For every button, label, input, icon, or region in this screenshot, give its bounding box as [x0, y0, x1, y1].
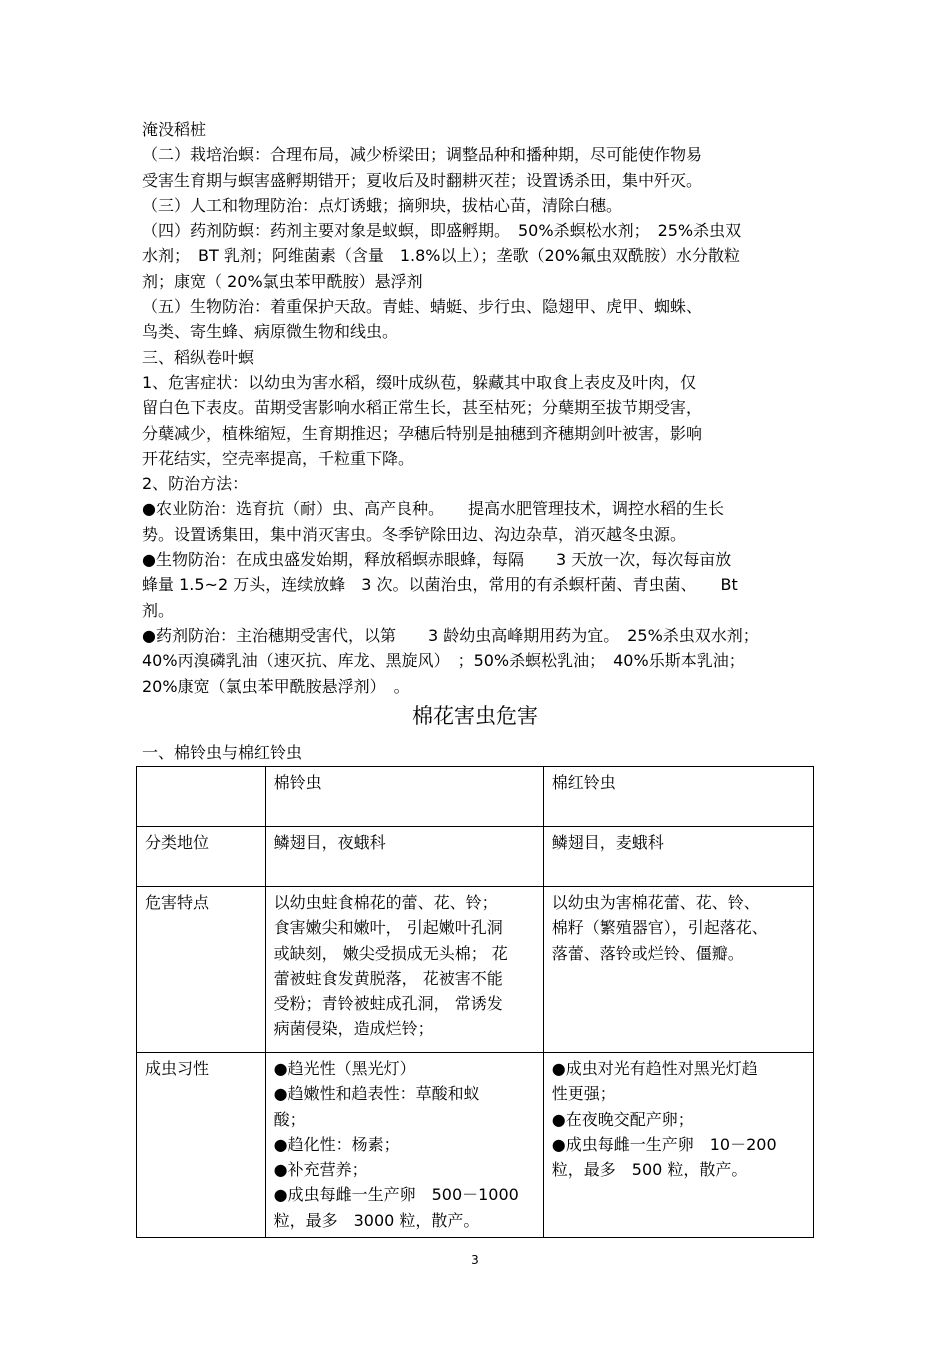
row-label: 分类地位: [137, 827, 266, 887]
header-cell-pink-bollworm: 棉红铃虫: [543, 767, 813, 827]
cell-line: ●成虫对光有趋性对黑光灯趋: [551, 1059, 758, 1078]
cell-line: 棉籽（繁殖器官），引起落花、: [551, 918, 768, 938]
table-row: [137, 887, 814, 1053]
table-cell: [543, 887, 813, 1053]
paragraph-line: 势。设置诱集田，集中消灭害虫。冬季铲除田边、沟边杂草，消灭越冬虫源。: [142, 524, 687, 544]
paragraph-line: 淹没稻桩: [142, 120, 207, 139]
table-cell: [543, 827, 813, 887]
cell-line: ●成虫每雌一生产卵 10－200: [551, 1134, 777, 1154]
table-cell: [265, 887, 543, 1053]
paragraph-line: （二）栽培治螟：合理布局，减少桥梁田；调整品种和播种期，尽可能使作物易: [142, 145, 703, 165]
cell-line: ●补充营养；: [273, 1160, 368, 1180]
paragraph-line: 水剂； BT 乳剂；阿维菌素（含量 1.8%以上）；垄歌（20%氟虫双酰胺）水分散粒: [142, 246, 741, 266]
paragraph-line: 蜂量 1.5~2 万头，连续放蜂 3 次。以菌治虫，常用的有杀螟杆菌、青虫菌、 Bt: [142, 575, 738, 595]
cell-line: 落蕾、落铃或烂铃、僵瓣。: [551, 943, 744, 963]
paragraph-line: 受害生育期与螟害盛孵期错开；夏收后及时翻耕灭茬；设置诱杀田，集中歼灭。: [142, 170, 703, 190]
table-row: [137, 827, 814, 887]
paragraph-line: （三）人工和物理防治：点灯诱蛾；摘卵块，拔枯心苗，清除白穗。: [142, 195, 623, 215]
cell-line: 以幼虫蛀食棉花的蕾、花、铃；: [273, 893, 498, 912]
section-title: 棉花害虫危害: [412, 704, 538, 728]
cell-line: ●成虫每雌一生产卵 500－1000: [273, 1185, 519, 1205]
paragraph-line: （五）生物防治：着重保护天敌。青蛙、蜻蜓、步行虫、隐翅甲、虎甲、蜘蛛、: [142, 297, 703, 317]
cell-line: 性更强；: [551, 1084, 616, 1104]
paragraph-line: 20%康宽（氯虫苯甲酰胺悬浮剂） 。: [142, 676, 410, 696]
table-cell: [265, 827, 543, 887]
cell-line: ●在夜晚交配产卵；: [551, 1109, 694, 1129]
bullet-paragraph: ●生物防治：在成虫盛发始期，释放稻螟赤眼蜂，每隔 3 天放一次，每次每亩放: [142, 550, 732, 570]
body-text: [142, 117, 822, 699]
table-cell: [543, 1053, 813, 1238]
cell-line: 鳞翅目，麦蛾科: [551, 833, 664, 852]
table-row: [137, 1053, 814, 1238]
table-header-row: [137, 767, 814, 827]
paragraph-line: 40%丙溴磷乳油（速灭抗、库龙、黑旋风） ；50%杀螟松乳油； 40%乐斯本乳油；: [142, 651, 745, 671]
cell-line: 食害嫩尖和嫩叶， 引起嫩叶孔洞: [273, 918, 503, 938]
cell-line: 受粉；青铃被蛀成孔洞， 常诱发: [273, 994, 503, 1014]
cell-line: ●趋光性（黑光灯）: [273, 1059, 416, 1078]
cell-line: 蕾被蛀食发黄脱落， 花被害不能: [273, 968, 503, 988]
cell-line: ●趋化性：杨素；: [273, 1134, 400, 1154]
cell-line: 或缺刻， 嫩尖受损成无头棉； 花: [273, 943, 508, 963]
paragraph-line: （四）药剂防螟：药剂主要对象是蚁螟，即盛孵期。 50%杀螟松水剂； 25%杀虫双: [142, 221, 742, 241]
cell-line: 病菌侵染，造成烂铃；: [273, 1019, 434, 1039]
paragraph-line: 分蘖减少，植株缩短，生育期推迟；孕穗后特别是抽穗到齐穗期剑叶被害，影响: [142, 423, 703, 443]
header-cell-empty: [137, 767, 266, 827]
paragraph-line: 2、防治方法：: [142, 474, 249, 494]
paragraph-line: 剂。: [142, 600, 175, 620]
paragraph-line: 留白色下表皮。苗期受害影响水稻正常生长，甚至枯死；分蘖期至拔节期受害，: [142, 398, 703, 418]
paragraph-line: 1、危害症状：以幼虫为害水稻，缀叶成纵苞，躲藏其中取食上表皮及叶肉，仅: [142, 372, 697, 392]
cell-line: 粒，最多 500 粒，散产。: [551, 1160, 748, 1180]
cell-line: 鳞翅目，夜蛾科: [273, 833, 386, 852]
bullet-paragraph: ●药剂防治：主治穗期受害代，以第 3 龄幼虫高峰期用药为宜。 25%杀虫双水剂；: [142, 625, 759, 645]
header-cell-cotton-bollworm: 棉铃虫: [265, 767, 543, 827]
cell-line: 粒，最多 3000 粒，散产。: [273, 1210, 480, 1230]
paragraph-line: 剂；康宽（ 20%氯虫苯甲酰胺）悬浮剂: [142, 271, 423, 291]
subsection-title: 一、棉铃虫与棉红铃虫: [142, 743, 303, 762]
cell-line: 酸；: [273, 1109, 306, 1129]
paragraph-line: 鸟类、寄生蜂、病原微生物和线虫。: [142, 322, 399, 342]
paragraph-line: 开花结实，空壳率提高，千粒重下降。: [142, 448, 415, 468]
cell-line: ●趋嫩性和趋表性：草酸和蚁: [273, 1084, 480, 1104]
row-label: 危害特点: [137, 887, 266, 1053]
pest-comparison-table: [136, 766, 814, 1238]
section-heading: 三、稻纵卷叶螟: [142, 347, 255, 367]
cell-line: 以幼虫为害棉花蕾、花、铃、: [551, 893, 760, 912]
page-number: 3: [471, 1253, 479, 1267]
bullet-paragraph: ●农业防治：选育抗（耐）虫、高产良种。 提高水肥管理技术，调控水稻的生长: [142, 499, 724, 519]
row-label: 成虫习性: [137, 1053, 266, 1238]
table-cell: [265, 1053, 543, 1238]
